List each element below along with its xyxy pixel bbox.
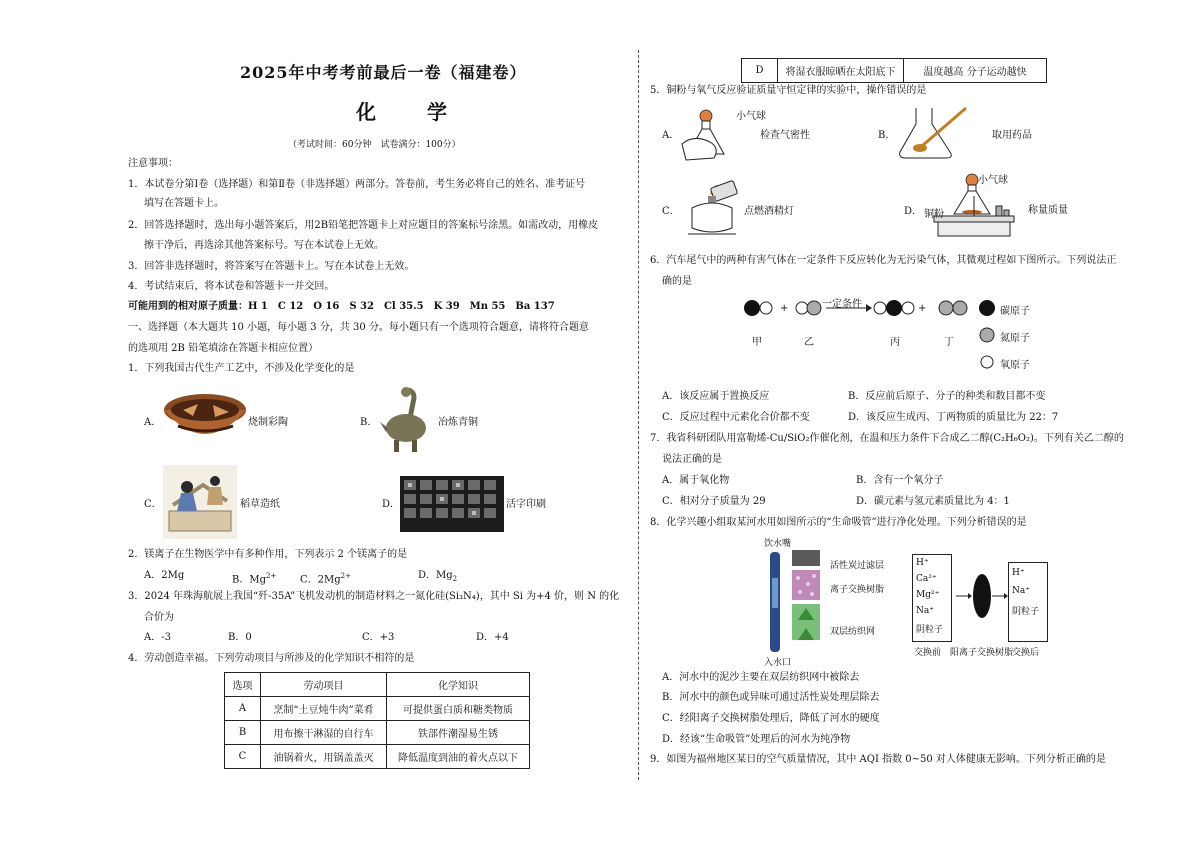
ion-label: Ca²⁺ (916, 574, 937, 584)
q3-option-d: D．+4 (476, 632, 509, 643)
q8-stem: 8．化学兴趣小组取某河水用如图所示的“生命吸管”进行净化处理。下列分析错误的是 (650, 517, 1027, 528)
mouthpiece-label: 饮水嘴 (764, 539, 792, 549)
table-cell: 用布擦干淋湿的自行车 (261, 721, 387, 745)
ion-label: 阴粒子 (916, 625, 944, 635)
plus-sign: + (780, 303, 789, 314)
ion-label: H⁺ (1012, 568, 1025, 578)
note-line: 1．本试卷分第Ⅰ卷（选择题）和第Ⅱ卷（非选择题）两部分。答卷前，考生务必将自己的姓名、准考证号 (128, 179, 586, 190)
plus-sign: + (918, 303, 927, 314)
legend-oxygen: 氧原子 (1000, 360, 1030, 371)
note-line: 填写在答题卡上。 (144, 198, 224, 209)
table-cell: 降低温度到油的着火点以下 (387, 745, 530, 769)
q1-stem: 1．下列我国古代生产工艺中，不涉及化学变化的是 (128, 363, 355, 374)
q1-option-b-label: B． (360, 417, 378, 428)
ion-label: Na⁺ (1012, 586, 1030, 596)
q9-stem: 9．如图为福州地区某日的空气质量情况，其中 AQI 指数 0~50 对人体健康无影响。下列分析正确的是 (650, 754, 1106, 765)
table-cell: 将湿衣服晾晒在太阳底下 (778, 59, 904, 83)
column-divider (638, 50, 639, 780)
note-line: 3．回答非选择题时，将答案写在答题卡上。写在本试卷上无效。 (128, 261, 415, 272)
bronze-vessel-image (378, 384, 434, 454)
resin-arrows (954, 566, 1010, 626)
taking-reagent-image (896, 102, 976, 162)
q2-option-a: A．2Mg (144, 570, 185, 581)
filter-layer-label: 双层纺织网 (830, 627, 876, 637)
table-cell: A (225, 697, 261, 721)
exam-info: （考试时间：60分钟 试卷满分：100分） (288, 140, 461, 150)
table-header: 化学知识 (387, 673, 530, 697)
table-cell: 可提供蛋白质和糖类物质 (387, 697, 530, 721)
q6-stem: 6．汽车尾气中的两种有害气体在一定条件下反应转化为无污染气体，其微观过程如下图所示。下列说法正 (650, 255, 1117, 266)
q5-option-c-label: C． (662, 206, 680, 217)
table-cell: 油锅着火，用锅盖盖灭 (261, 745, 387, 769)
copper-powder-label: 铜粉 (924, 209, 944, 220)
table-header-row (225, 673, 530, 697)
balloon-label: 小气球 (978, 175, 1008, 186)
atomic-masses: 可能用到的相对原子质量：H 1 C 12 O 16 S 32 Cl 35.5 K 39 Mn 55 Ba 137 (128, 301, 555, 312)
note-line: 擦干净后，再选涂其他答案标号。写在本试卷上无效。 (144, 240, 384, 251)
table-cell: 温度越高 分子运动越快 (904, 59, 1047, 83)
q2-option-c: C．$2Mg^{2+}$ (300, 572, 351, 586)
note-line: 2．回答选择题时，选出每小题答案后，用2B铅笔把答题卡上对应题目的答案标号涂黑。如需改动，用橡皮 (128, 220, 599, 231)
q1-option-d-label: D． (382, 499, 401, 510)
q8-option-a: A．河水中的泥沙主要在双层纺织网中被除去 (662, 672, 860, 683)
table-cell: 铁部件潮湿易生锈 (387, 721, 530, 745)
table-row (225, 697, 530, 721)
subject-title: 化 学 (356, 100, 469, 124)
q7-option-d: D．碳元素与氢元素质量比为 4：1 (856, 496, 1010, 507)
molecule-label: 乙 (804, 337, 814, 348)
inlet-label: 入水口 (764, 658, 792, 668)
exam-title: 2025年中考考前最后一卷（福建卷） (240, 63, 527, 82)
q8-option-c: C．经阳离子交换树脂处理后，降低了河水的硬度 (662, 713, 880, 724)
ion-label: Na⁺ (916, 606, 934, 616)
molecule-label: 甲 (752, 337, 762, 348)
caption-before: 交换前 (914, 648, 942, 658)
papermaking-image (163, 465, 237, 539)
filter-layer-label: 离子交换树脂 (830, 585, 885, 595)
section-heading-cont: 的选项用 2B 铅笔填涂在答题卡相应位置） (128, 343, 319, 354)
q3-option-c: C．+3 (362, 632, 395, 643)
q5-option-b-text: 取用药品 (992, 130, 1032, 141)
q1-option-a-text: 烧制彩陶 (248, 417, 288, 428)
q5-option-a-text: 检查气密性 (760, 130, 810, 141)
table-cell: B (225, 721, 261, 745)
table-row (225, 721, 530, 745)
molecule-label: 丁 (944, 337, 954, 348)
q2-option-d: D．$Mg_2$ (418, 570, 458, 583)
table-header: 选项 (225, 673, 261, 697)
balloon-label: 小气球 (736, 111, 766, 122)
molecule-label: 丙 (890, 337, 900, 348)
q1-option-b-text: 冶炼青铜 (438, 417, 478, 428)
legend-carbon: 碳原子 (1000, 306, 1030, 317)
q6-option-d: D．该反应生成丙、丁两物质的质量比为 22：7 (848, 412, 1059, 423)
q7-option-c: C．相对分子质量为 29 (662, 496, 766, 507)
q1-option-d-text: 活字印刷 (506, 499, 546, 510)
q3-stem: 3．2024 年珠海航展上我国“歼-35A”飞机发动机的制造材料之一氮化硅(Si₃N₄)，其中 Si 为+4 价，则 N 的化 (128, 591, 620, 602)
q1-option-c-text: 稻草造纸 (240, 499, 280, 510)
q5-option-d-text: 称量质量 (1028, 205, 1068, 216)
q4-table-continued (741, 58, 1047, 83)
table-cell: 烹制“土豆炖牛肉”菜肴 (261, 697, 387, 721)
caption-resin: 阳离子交换树脂 (950, 648, 1014, 658)
q4-stem: 4．劳动创造幸福。下列劳动项目与所涉及的化学知识不相符的是 (128, 653, 415, 664)
table-cell: C (225, 745, 261, 769)
q3-option-b: B．0 (228, 632, 252, 643)
notes-heading: 注意事项： (128, 158, 178, 169)
q2-option-b: B．$Mg^{2+}$ (232, 572, 277, 586)
lifestraw-diagram (764, 548, 828, 656)
q6-option-c: C．反应过程中元素化合价都不变 (662, 412, 810, 423)
table-header: 劳动项目 (261, 673, 387, 697)
q7-option-b: B．含有一个氧分子 (856, 475, 944, 486)
legend-nitrogen: 氮原子 (1000, 333, 1030, 344)
q5-option-d-label: D． (904, 206, 923, 217)
note-line: 4．考试结束后，将本试卷和答题卡一并交回。 (128, 281, 335, 292)
filter-layer-label: 活性炭过滤层 (830, 561, 885, 571)
q2-stem: 2．镁离子在生物医学中有多种作用，下列表示 2 个镁离子的是 (128, 549, 408, 560)
table-cell: D (742, 59, 778, 83)
q5-option-b-label: B． (878, 130, 896, 141)
table-row (742, 59, 1047, 83)
q3-stem-cont: 合价为 (144, 612, 174, 623)
q5-option-c-text: 点燃酒精灯 (744, 206, 794, 217)
movable-type-image (400, 476, 504, 532)
table-row (225, 745, 530, 769)
q1-option-c-label: C． (144, 499, 162, 510)
ion-label: 阴粒子 (1012, 607, 1040, 617)
q1-option-a-label: A． (144, 417, 162, 428)
ion-label: H⁺ (916, 558, 929, 568)
q3-option-a: A．-3 (144, 632, 171, 643)
reaction-condition: 一定条件 (822, 299, 862, 310)
q4-table (224, 672, 530, 769)
q7-option-a: A．属于氧化物 (662, 475, 730, 486)
section-heading: 一、选择题（本大题共 10 小题，每小题 3 分，共 30 分。每小题只有一个选项符合题意，请将符合题意 (128, 322, 589, 333)
q6-option-b: B．反应前后原子、分子的种类和数目都不变 (848, 391, 1046, 402)
ion-label: Mg²⁺ (916, 590, 940, 600)
q7-stem: 7．我省科研团队用富勒烯-Cu/SiO₂作催化剂，在温和压力条件下合成乙二醇(C₂H₆O₂)。下列有关乙二醇的 (650, 433, 1124, 444)
q7-stem-cont: 说法正确的是 (662, 454, 722, 465)
q5-option-a-label: A． (662, 130, 680, 141)
q8-option-b: B．河水中的颜色或异味可通过活性炭处理层除去 (662, 692, 880, 703)
pottery-bowl-image (163, 388, 248, 452)
q8-option-d: D．经该“生命吸管”处理后的河水为纯净物 (662, 734, 851, 745)
lighting-alcohol-lamp-image (680, 178, 744, 238)
q6-stem-cont: 确的是 (662, 276, 692, 287)
caption-after: 交换后 (1012, 648, 1040, 658)
q5-stem: 5．铜粉与氧气反应验证质量守恒定律的实验中，操作错误的是 (650, 85, 927, 96)
q6-option-a: A．该反应属于置换反应 (662, 391, 770, 402)
